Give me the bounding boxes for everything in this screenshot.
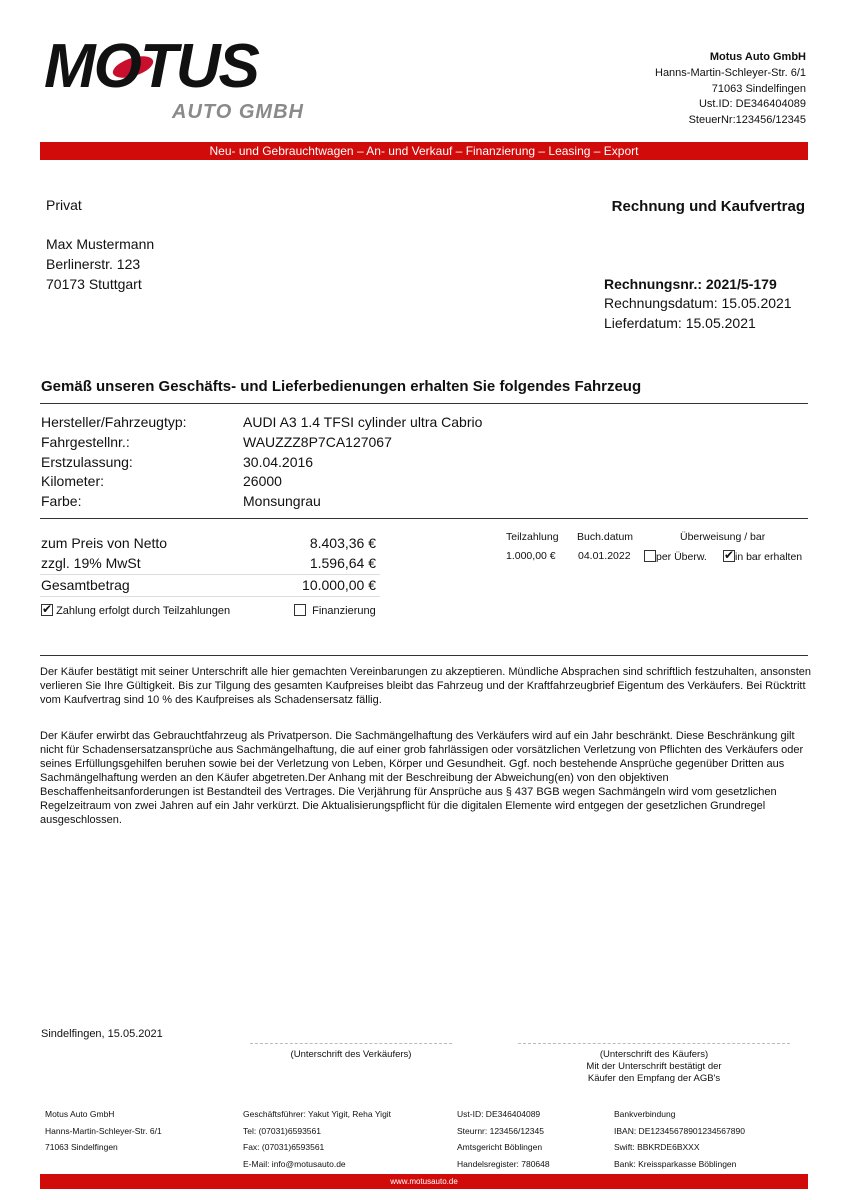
checkbox-checked-icon [723, 550, 735, 562]
vehicle-value: 26000 [243, 473, 282, 489]
legal-paragraph: Der Käufer bestätigt mit seiner Unterschrift alle hier gemachten Vereinbarungen zu akzeptieren. Mündliche Absprachen sind schriftlich festzuhalten, ansonsten verlieren Sie Ihre Gültigkeit. Bis zur Tilgung des gesamten Kaufpreises bleibt das Fahrzeug und der Kraftfahrzeugbrief Eigentum des Verkäufers. Bei Rücktritt vom Kaufvertrag sind 10 % des Kaufpreises als Schadensersatz fällig. [40, 666, 812, 706]
divider [40, 596, 380, 597]
cash-label: in bar erhalten [735, 551, 803, 563]
financing-label: Finanzierung [312, 605, 376, 617]
footer-website-bar[interactable]: www.motusauto.de [40, 1174, 808, 1189]
footer-text: Hanns-Martin-Schleyer-Str. 6/1 [45, 1125, 162, 1136]
vat-amount: 1.596,64 € [309, 555, 376, 571]
logo-subtitle: AUTO GMBH [172, 101, 304, 123]
installments-checkbox[interactable] [41, 604, 230, 617]
footer-text: Bank: Kreissparkasse Böblingen [614, 1158, 737, 1169]
divider [40, 403, 808, 404]
net-price-label: zum Preis von Netto [41, 535, 168, 551]
delivery-date: Lieferdatum: 15.05.2021 [604, 315, 756, 331]
footer-text: Handelsregister: 780648 [457, 1158, 550, 1169]
vehicle-value: 30.04.2016 [243, 454, 314, 470]
vehicle-label: Farbe: [41, 493, 82, 509]
invoice-date: Rechnungsdatum: 15.05.2021 [604, 295, 792, 311]
transfer-label: per Überw. [656, 551, 707, 563]
cash-checkbox[interactable] [723, 550, 802, 563]
invoice-number: Rechnungsnr.: 2021/5-179 [604, 276, 777, 292]
vat-label: zzgl. 19% MwSt [41, 555, 141, 571]
seller-signature-caption: (Unterschrift des Verkäufers) [290, 1049, 412, 1060]
footer-text: Steurnr: 123456/12345 [457, 1125, 544, 1136]
company-steuer: SteuerNr:123456/12345 [688, 114, 806, 126]
buyer-note: Mit der Unterschrift bestätigt der [586, 1061, 722, 1072]
transfer-checkbox[interactable] [644, 550, 707, 563]
buyer-signature-caption: (Unterschrift des Käufers) [599, 1049, 709, 1060]
vehicle-label: Hersteller/Fahrzeugtyp: [41, 414, 187, 430]
company-name: Motus Auto GmbH [709, 51, 806, 63]
footer-text: Amtsgericht Böblingen [457, 1142, 543, 1152]
footer-text: Geschäftsführer: Yakut Yigit, Reha Yigit [243, 1109, 392, 1119]
total-amount: 10.000,00 € [302, 577, 376, 593]
company-street: Hanns-Martin-Schleyer-Str. 6/1 [655, 67, 806, 79]
buyer-signature-line [518, 1043, 790, 1044]
customer-city: 70173 Stuttgart [46, 276, 142, 292]
footer-text: Ust-ID: DE346404089 [457, 1109, 541, 1119]
installments-label: Zahlung erfolgt durch Teilzahlungen [56, 605, 231, 617]
seller-signature-line [250, 1043, 452, 1044]
vehicle-label: Erstzulassung: [41, 454, 133, 470]
divider [40, 574, 380, 575]
vehicle-label: Fahrgestellnr.: [41, 434, 130, 450]
payments-header: Buch.datum [577, 531, 634, 543]
payment-date: 04.01.2022 [578, 550, 631, 562]
footer-company [45, 1106, 162, 1156]
customer-type: Privat [46, 197, 82, 213]
net-price: 8.403,36 € [309, 535, 376, 551]
payments-header: Teilzahlung [506, 531, 559, 543]
place-date: Sindelfingen, 15.05.2021 [41, 1028, 163, 1040]
footer-text: IBAN: DE12345678901234567890 [614, 1125, 745, 1136]
payment-amount: 1.000,00 € [506, 550, 556, 562]
footer-bank [614, 1106, 745, 1172]
footer-text: 71063 Sindelfingen [45, 1142, 118, 1152]
divider [40, 655, 808, 656]
footer-contact [243, 1106, 391, 1172]
document-title: Rechnung und Kaufvertrag [611, 198, 805, 215]
footer-email[interactable]: E-Mail: info@motusauto.de [243, 1158, 346, 1169]
company-ust: Ust.ID: DE346404089 [698, 98, 806, 110]
footer-text: Tel: (07031)6593561 [243, 1125, 321, 1136]
vehicle-value: WAUZZZ8P7CA127067 [243, 434, 392, 450]
customer-name: Max Mustermann [46, 236, 155, 252]
footer-registry [457, 1106, 550, 1172]
footer-text: Bankverbindung [614, 1109, 676, 1119]
customer-street: Berlinerstr. 123 [46, 256, 141, 272]
payments-header: Überweisung / bar [680, 531, 766, 543]
financing-checkbox[interactable] [294, 604, 376, 617]
checkbox-unchecked-icon [294, 604, 306, 616]
services-banner: Neu- und Gebrauchtwagen – An- und Verkauf – Finanzierung – Leasing – Export [40, 142, 808, 160]
footer-text: Swift: BBKRDE6BXXX [614, 1142, 700, 1152]
logo: MOTUS [44, 32, 258, 101]
footer-text: Fax: (07031)6593561 [243, 1142, 325, 1152]
company-city: 71063 Sindelfingen [711, 83, 806, 95]
vehicle-label: Kilometer: [41, 473, 105, 489]
vehicle-value: AUDI A3 1.4 TFSI cylinder ultra Cabrio [243, 414, 483, 430]
vehicle-value: Monsungrau [243, 493, 321, 509]
legal-paragraph: Der Käufer erwirbt das Gebrauchtfahrzeug als Privatperson. Die Sachmängelhaftung des Verkäufers wird auf ein Jahr beschränkt. Diese Beschränkung gilt nicht für Schadensersatzansprüche aus Sachmängelhaftung, die auf einer grob fahrlässigen oder vorsätzlichen Verletzung von Pflichten des Verkäufers oder seines Erfüllungsgehilfen beruhen sowie bei der Verletzung von Leben, Körper und Gesundheit. Ggf. noch bestehende Ansprüche gegenüber Dritten aus Sachmängelhaftung werden an den Käufer abgetreten.Der Anhang mit der Beschreibung der Abweichung(en) von den objektiven Beschaffenheitsanforderungen ist Bestandteil des Vertrages. Die Verjährung für Ansprüche aus § 437 BGB wegen Sachmängeln wird vom gesetzlichen Regelzeitraum von zwei Jahren auf ein Jahr verkürzt. Die Aktualisierungspflicht für die digitalen Elemente wird entgegen der gesetzlichen Grundregel ausgeschlossen. [40, 730, 804, 826]
footer-text: Motus Auto GmbH [45, 1109, 115, 1119]
checkbox-checked-icon [41, 604, 53, 616]
total-label: Gesamtbetrag [41, 577, 130, 593]
vehicle-heading: Gemäß unseren Geschäfts- und Lieferbedienungen erhalten Sie folgendes Fahrzeug [41, 378, 642, 395]
divider [40, 518, 808, 519]
checkbox-unchecked-icon [644, 550, 656, 562]
buyer-note: Käufer den Empfang der AGB's [587, 1073, 721, 1084]
